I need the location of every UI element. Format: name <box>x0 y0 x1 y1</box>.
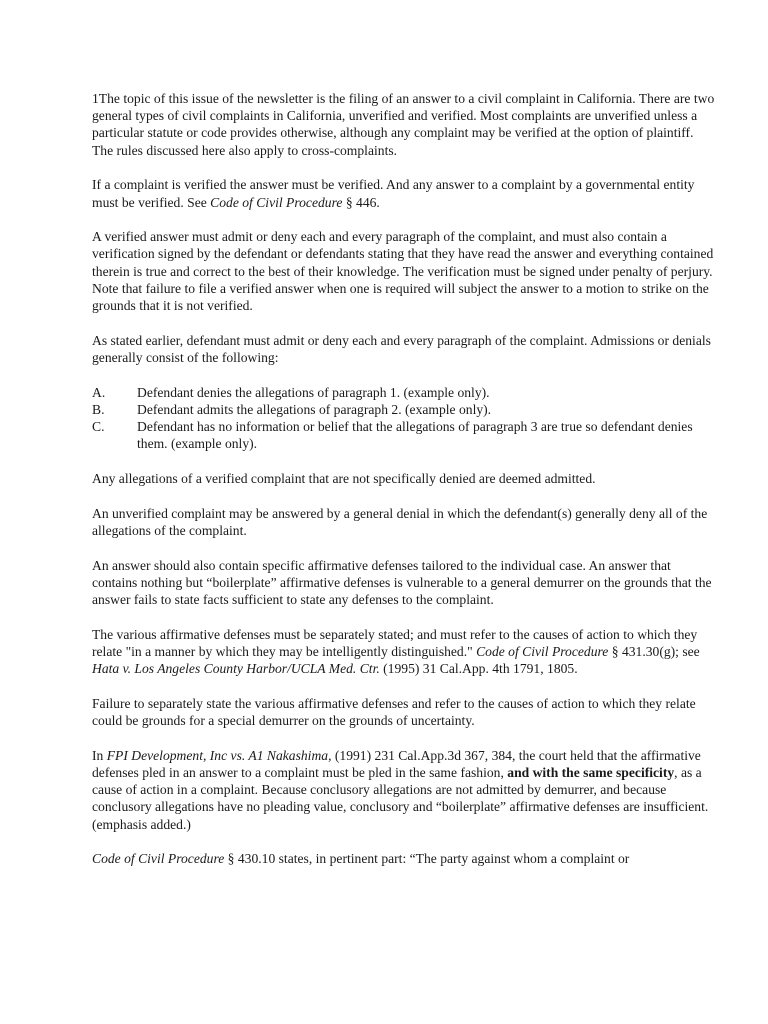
paragraph-text: 1The topic of this issue of the newsletter is the filing of an answer to a civil complaint in California. There are two general types of civil complaints in California, unverified and verified. Most complaints are unverified unless a particular statute or code provides otherwise, although any complaint may be verified at the option of plaintiff. The rules discussed here also apply to cross-complaints. <box>92 91 715 158</box>
paragraph <box>92 470 717 487</box>
paragraph <box>92 505 717 539</box>
paragraph-text: If a complaint is verified the answer must be verified. And any answer to a complaint by a governmental entity must be verified. See <box>92 177 695 210</box>
paragraph-text: An answer should also contain specific affirmative defenses tailored to the individual case. An answer that contains nothing but “boilerplate” affirmative defenses is vulnerable to a general demurrer on the grounds that the answer fails to state facts sufficient to state any defenses to the complaint. <box>92 557 712 607</box>
paragraph-text: An unverified complaint may be answered by a general denial in which the defendant(s) generally deny all of the allegations of the complaint. <box>92 505 708 538</box>
paragraph-text: FPI Development, Inc vs. A1 Nakashima, <box>106 747 332 763</box>
paragraph <box>92 695 717 729</box>
list-item <box>92 401 717 418</box>
paragraph <box>92 557 717 609</box>
paragraphs-before-list <box>92 90 717 366</box>
list-text: Defendant admits the allegations of paragraph 2. (example only). <box>137 401 492 417</box>
paragraph-text: Failure to separately state the various affirmative defenses and refer to the causes of action to which they relate could be grounds for a special demurrer on the grounds of uncertainty. <box>92 695 696 728</box>
paragraph <box>92 850 717 867</box>
paragraph <box>92 90 717 159</box>
paragraph-text: § 446. <box>342 194 380 210</box>
paragraph-text: Hata v. Los Angeles County Harbor/UCLA Med. Ctr. <box>92 661 380 677</box>
list-letter: B. <box>92 401 105 417</box>
list-letter: A. <box>92 384 106 400</box>
list-text: Defendant denies the allegations of paragraph 1. (example only). <box>137 384 490 400</box>
paragraph-text: Code of Civil Procedure <box>476 643 609 659</box>
paragraph <box>92 332 717 366</box>
paragraph-text: In <box>92 747 107 763</box>
paragraph-text: , as a cause of action in a complaint. Because conclusory allegations are not admitted by demurrer, and because conclusory allegations have no pleading value, conclusory and “boilerplate” affirmative defenses are insufficient. (emphasis added.) <box>92 764 709 832</box>
paragraph-text: As stated earlier, defendant must admit or deny each and every paragraph of the complaint. Admissions or denials generally consist of the following: <box>92 332 711 365</box>
paragraph-text: A verified answer must admit or deny each and every paragraph of the complaint, and must also contain a verification signed by the defendant or defendants stating that they have read the answer and everything contained therein is true and correct to the best of their knowledge. The verification must be signed under penalty of perjury. Note that failure to file a verified answer when one is required will subject the answer to a motion to strike on the grounds that it is not verified. <box>92 229 714 314</box>
list-item <box>92 384 717 401</box>
list-item <box>92 418 717 452</box>
paragraph <box>92 747 717 833</box>
paragraph-text: § 431.30(g); see <box>608 643 700 659</box>
paragraph <box>92 228 717 314</box>
paragraph <box>92 626 717 678</box>
paragraphs-after-list <box>92 470 717 867</box>
paragraph-text: Code of Civil Procedure <box>92 851 225 867</box>
paragraph-text: and with the same specificity <box>507 764 675 780</box>
list-text: Defendant has no information or belief that the allegations of paragraph 3 are true so defendant denies them. (example only). <box>137 419 693 452</box>
paragraph-text: § 430.10 states, in pertinent part: “The party against whom a complaint or <box>224 851 630 867</box>
paragraph-text: Any allegations of a verified complaint that are not specifically denied are deemed admitted. <box>92 470 596 486</box>
admission-list <box>92 384 717 453</box>
paragraph <box>92 176 717 210</box>
paragraph-text: (1995) 31 Cal.App. 4th 1791, 1805. <box>379 661 578 677</box>
paragraph-text: (1991) 231 Cal.App.3d 367, 384, the court held that the affirmative defenses pled in an answer to a complaint must be pled in the same fashion, <box>92 747 701 780</box>
document-page <box>92 90 717 885</box>
list-letter: C. <box>92 419 105 435</box>
paragraph-text: Code of Civil Procedure <box>210 194 343 210</box>
paragraph-text: The various affirmative defenses must be separately stated; and must refer to the causes of action to which they relate "in a manner by which they may be intelligently distinguished." <box>92 626 698 659</box>
